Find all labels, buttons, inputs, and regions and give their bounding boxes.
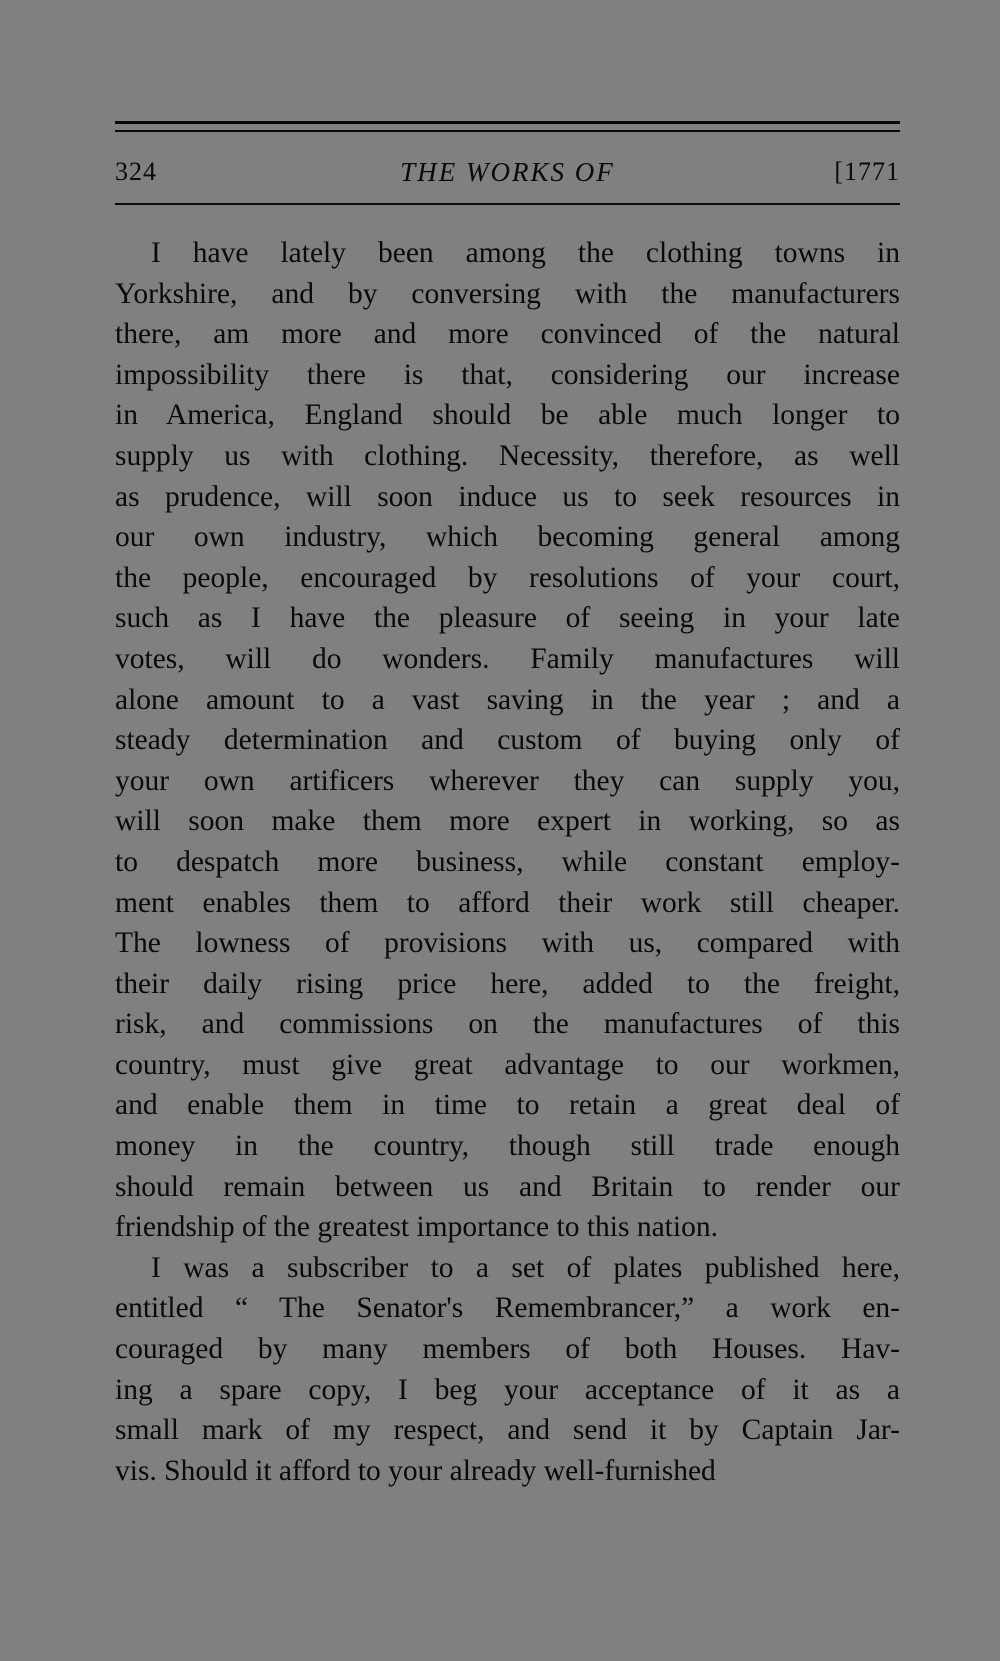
page-header <box>115 152 900 192</box>
top-rule-thin <box>115 130 900 132</box>
header-rule <box>115 203 900 205</box>
top-rule-thick <box>115 121 900 124</box>
text-line: impossibility there is that, considering our increase <box>115 358 900 391</box>
year-marker: [1771 <box>834 157 900 186</box>
running-head: THE WORKS OF <box>400 157 615 187</box>
text-line: such as I have the pleasure of seeing in your late <box>115 602 900 635</box>
text-line: money in the country, though still trade enough <box>115 1130 900 1163</box>
text-line: alone amount to a vast saving in the year ; and a <box>115 683 900 716</box>
body-text <box>115 233 900 1491</box>
text-line: votes, will do wonders. Family manufactures will <box>115 642 900 675</box>
text-line: our own industry, which becoming general among <box>115 521 900 554</box>
text-line: steady determination and custom of buying only of <box>115 724 900 757</box>
text-line: in America, England should be able much longer to <box>115 399 900 432</box>
text-line: ing a spare copy, I beg your acceptance of it as a <box>115 1373 900 1406</box>
text-line: will soon make them more expert in working, so as <box>115 805 900 838</box>
text-line: and enable them in time to retain a great deal of <box>115 1089 900 1122</box>
text-line: should remain between us and Britain to render our <box>115 1170 900 1203</box>
page-number: 324 <box>115 157 157 186</box>
text-line: friendship of the greatest importance to this nation. <box>115 1211 718 1244</box>
text-line: there, am more and more convinced of the natural <box>115 318 900 351</box>
text-line: small mark of my respect, and send it by Captain Jar- <box>115 1414 900 1447</box>
text-line: country, must give great advantage to our workmen, <box>115 1048 900 1081</box>
text-line: risk, and commissions on the manufactures of this <box>115 1008 900 1041</box>
text-line: vis. Should it afford to your already well-furnished <box>115 1454 716 1487</box>
text-line: the people, encouraged by resolutions of your court, <box>115 561 900 594</box>
text-line: ment enables them to afford their work still cheaper. <box>115 886 900 919</box>
text-line: their daily rising price here, added to the freight, <box>115 967 900 1000</box>
text-line: Yorkshire, and by conversing with the manufacturers <box>115 277 900 310</box>
text-line: The lowness of provisions with us, compared with <box>115 927 900 960</box>
text-line: as prudence, will soon induce us to seek resources in <box>115 480 900 513</box>
text-line: entitled “ The Senator's Remembrancer,” a work en- <box>115 1292 900 1325</box>
text-line: I was a subscriber to a set of plates published here, <box>151 1251 900 1284</box>
text-line: supply us with clothing. Necessity, therefore, as well <box>115 439 900 472</box>
text-line: I have lately been among the clothing towns in <box>151 237 900 269</box>
text-line: your own artificers wherever they can supply you, <box>115 764 900 797</box>
text-line: couraged by many members of both Houses. Hav- <box>115 1333 900 1366</box>
text-line: to despatch more business, while constant employ- <box>115 845 900 878</box>
